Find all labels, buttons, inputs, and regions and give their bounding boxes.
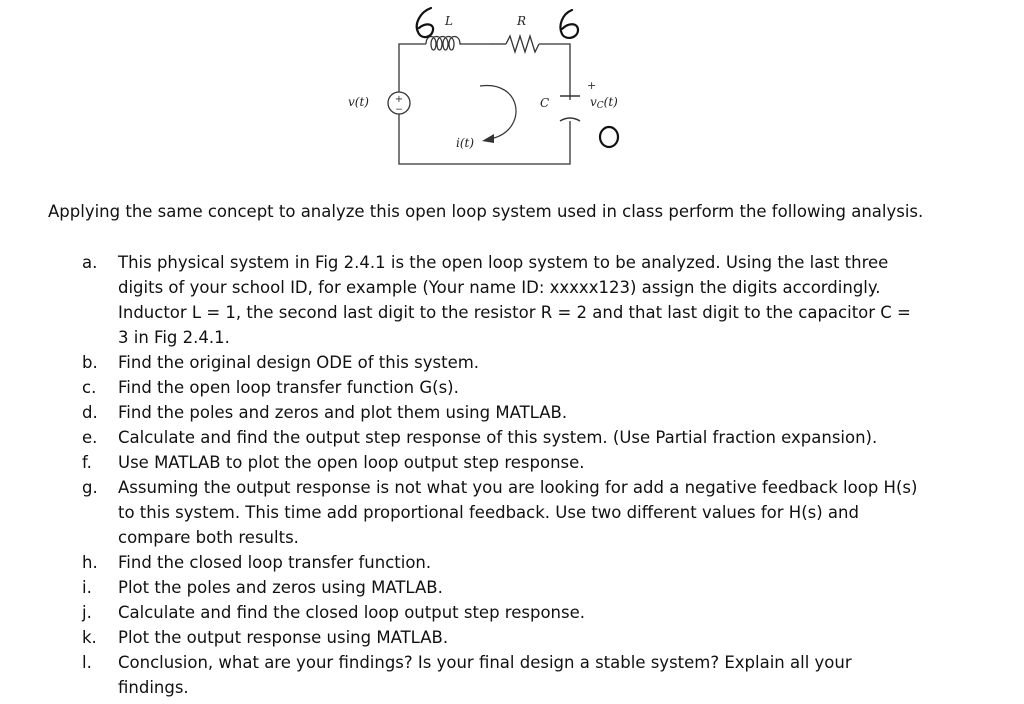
- list-item-marker: k.: [82, 628, 97, 647]
- resistor-label: R: [517, 14, 527, 28]
- handwritten-six-right: [560, 10, 578, 38]
- handwritten-zero: [600, 127, 618, 147]
- current-loop-arrow: [480, 85, 516, 138]
- inductor-label: L: [445, 14, 453, 28]
- list-item-marker: f.: [82, 453, 92, 472]
- list-item-text: Find the poles and zeros and plot them using MATLAB.: [118, 403, 568, 422]
- intro-paragraph: Applying the same concept to analyze this open loop system used in class perform the following analysis.: [48, 202, 924, 221]
- capacitor-voltage-label: vC(t): [590, 95, 618, 111]
- inductor-symbol: [426, 37, 490, 51]
- rlc-circuit-figure: [0, 0, 1024, 190]
- list-item-marker: l.: [82, 653, 92, 672]
- current-arrowhead: [482, 134, 494, 143]
- resistor-symbol: [506, 36, 539, 52]
- list-item-text: Calculate and find the output step response of this system. (Use Partial fraction expansion).: [118, 428, 878, 447]
- list-item-text: Plot the output response using MATLAB.: [118, 628, 449, 647]
- list-item-text: Assuming the output response is not what you are looking for add a negative feedback loop H(s) to this system. This time add proportional feedback. Use two different values for H(s) and compare both results.: [118, 478, 918, 547]
- list-item-marker: g.: [82, 478, 98, 497]
- list-item-marker: b.: [82, 353, 98, 372]
- list-item-marker: a.: [82, 253, 98, 272]
- source-label: v(t): [348, 95, 369, 109]
- list-item-text: This physical system in Fig 2.4.1 is the open loop system to be analyzed. Using the last three digits of your school ID, for example (Your name ID: xxxxx123) assign the digits accordingly. Inductor L = 1, the second last digit to the resistor R = 2 and that last digit to the capacitor C = 3 in Fig 2.4.1.: [118, 253, 911, 347]
- list-item-marker: j.: [82, 603, 92, 622]
- list-item-text: Plot the poles and zeros using MATLAB.: [118, 578, 443, 597]
- capacitor-plate-bottom: [560, 118, 580, 121]
- list-item-marker: i.: [82, 578, 92, 597]
- capacitor-label: C: [540, 96, 550, 110]
- list-item-text: Use MATLAB to plot the open loop output step response.: [118, 453, 585, 472]
- source-minus-sign: −: [395, 105, 403, 115]
- list-item-marker: e.: [82, 428, 98, 447]
- list-item-marker: c.: [82, 378, 97, 397]
- capacitor-plus-sign: +: [587, 79, 597, 92]
- list-item-text: Conclusion, what are your findings? Is your final design a stable system? Explain all your findings.: [118, 653, 852, 697]
- source-plus-sign: +: [394, 94, 404, 105]
- handwritten-six-left: [417, 8, 433, 37]
- list-item-text: Calculate and find the closed loop output step response.: [118, 603, 585, 622]
- list-item-text: Find the open loop transfer function G(s).: [118, 378, 459, 397]
- list-item-text: Find the closed loop transfer function.: [118, 553, 432, 572]
- current-label: i(t): [456, 136, 475, 150]
- list-item-marker: h.: [82, 553, 98, 572]
- list-item-marker: d.: [82, 403, 98, 422]
- list-item-text: Find the original design ODE of this system.: [118, 353, 480, 372]
